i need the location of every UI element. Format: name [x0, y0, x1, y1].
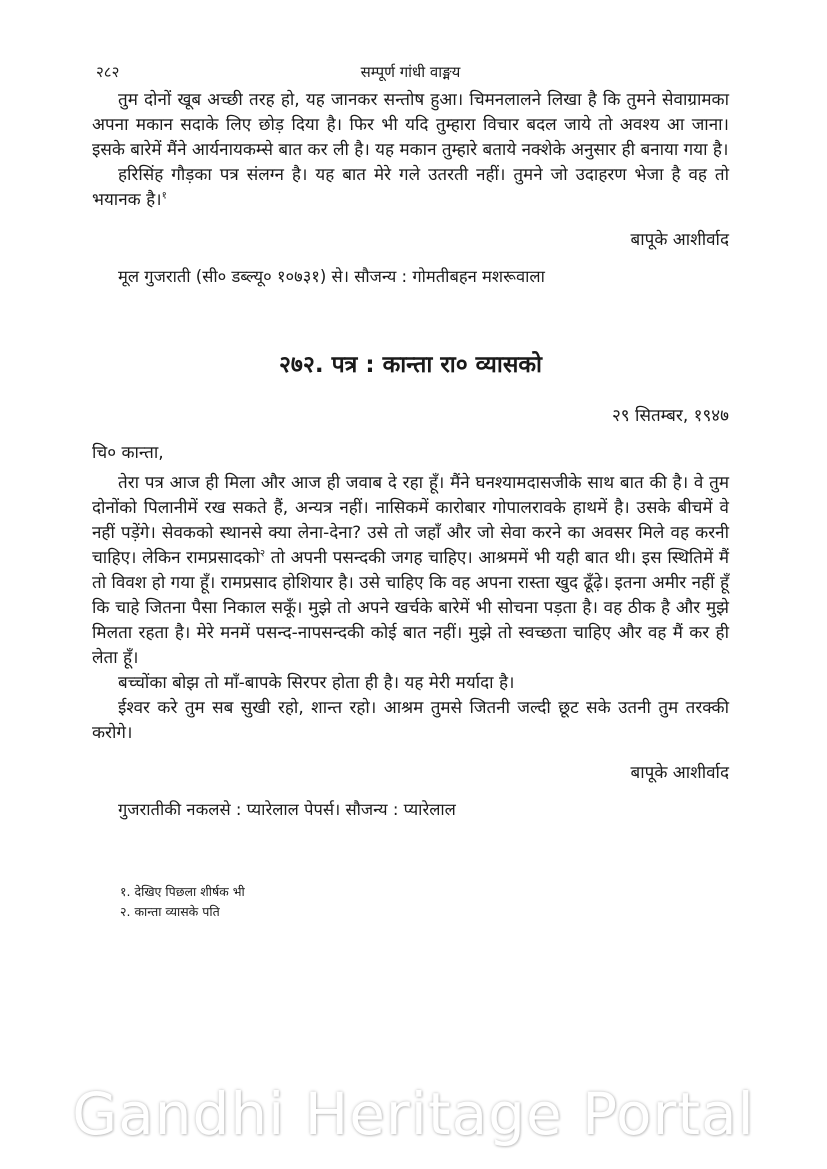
book-title: सम्पूर्ण गांधी वाङ्मय — [360, 63, 461, 81]
paragraph-text: तो अपनी पसन्दकी जगह चाहिए। आश्रममें भी यही बात थी। इस स्थितिमें मैं तो विवश हो गया हूँ। रामप्रसाद होशियार है। उसे चाहिए कि वह अपना रास्ता खुद ढूँढ़े। इतना अमीर नहीं हूँ कि चाहे जितना पैसा निकाल सकूँ। मुझे तो अपने खर्चके बारेमें भी सोचना पड़ता है। वह ठीक है और मुझे मिलता रहता है। मेरे मनमें पसन्द-नापसन्दकी कोई बात नहीं। मुझे तो स्वच्छता चाहिए और वह मैं कर ही लेता हूँ। — [92, 548, 730, 668]
salutation: चि० कान्ता, — [92, 443, 164, 463]
running-head — [92, 62, 729, 88]
paragraph: तुम दोनों खूब अच्छी तरह हो, यह जानकर सन्तोष हुआ। चिमनलालने लिखा है कि तुमने सेवाग्रामका अपना मकान सदाके लिए छोड़ दिया है। फिर भी यदि तुम्हारा विचार बदल जाये तो अवश्य आ जाना। इसके बारेमें मैंने आर्यनायकम्से बात कर ली है। यह मकान तुम्हारे बताये नक्शेके अनुसार ही बनाया गया है। — [92, 90, 729, 160]
letter-date: २९ सितम्बर, १९४७ — [611, 406, 729, 426]
previous-letter-section — [92, 88, 729, 287]
signature: बापूके आशीर्वाद — [630, 230, 729, 250]
watermark: Gandhi Heritage Portal — [72, 1080, 755, 1148]
document-page — [92, 62, 729, 922]
paragraph-text: तेरा पत्र आज ही मिला और आज ही जवाब दे रहा हूँ। मैंने घनश्यामदासजीके साथ बात की है। वे तुम दोनोंको पिलानीमें रख सकते हैं, अन्यत्र नहीं। नासिकमें कारोबार गोपालरावके हाथमें है। उसके बीचमें वे नहीं पड़ेंगे। सेवकको स्थानसे क्या लेना-देना? उसे तो जहाँ और जो सेवा करने का अवसर मिले वह करनी चाहिए। लेकिन रामप्रसादको — [92, 473, 729, 568]
page-number: २८२ — [96, 63, 120, 81]
footnote-marker: २ — [259, 548, 266, 560]
signature: बापूके आशीर्वाद — [630, 763, 729, 783]
paragraph: ईश्वर करे तुम सब सुखी रहो, शान्त रहो। आश्रम तुमसे जितनी जल्दी छूट सके उतनी तुम तरक्की करोगे। — [92, 698, 729, 743]
letter-section — [92, 347, 729, 820]
paragraph: बच्चोंका बोझ तो माँ-बापके सिरपर होता ही है। यह मेरी मर्यादा है। — [118, 673, 515, 693]
footnotes — [92, 882, 729, 922]
source-note: गुजरातीकी नकलसे : प्यारेलाल पेपर्स। सौजन्य : प्यारेलाल — [118, 800, 456, 819]
footnote: २. कान्ता व्यासके पति — [120, 904, 220, 919]
footnote: १. देखिए पिछला शीर्षक भी — [120, 884, 245, 899]
source-note: मूल गुजराती (सी० डब्ल्यू० १०७३१) से। सौजन्य : गोमतीबहन मशरूवाला — [118, 267, 545, 286]
paragraph — [92, 471, 729, 671]
paragraph — [92, 163, 729, 213]
letter-heading: २७२. पत्र : कान्ता रा० व्यासको — [278, 352, 543, 378]
footnote-marker: १ — [161, 190, 167, 202]
paragraph-text: हरिसिंह गौड़का पत्र संलग्न है। यह बात मेरे गले उतरती नहीं। तुमने जो उदाहरण भेजा है वह तो भयानक है। — [92, 165, 729, 210]
